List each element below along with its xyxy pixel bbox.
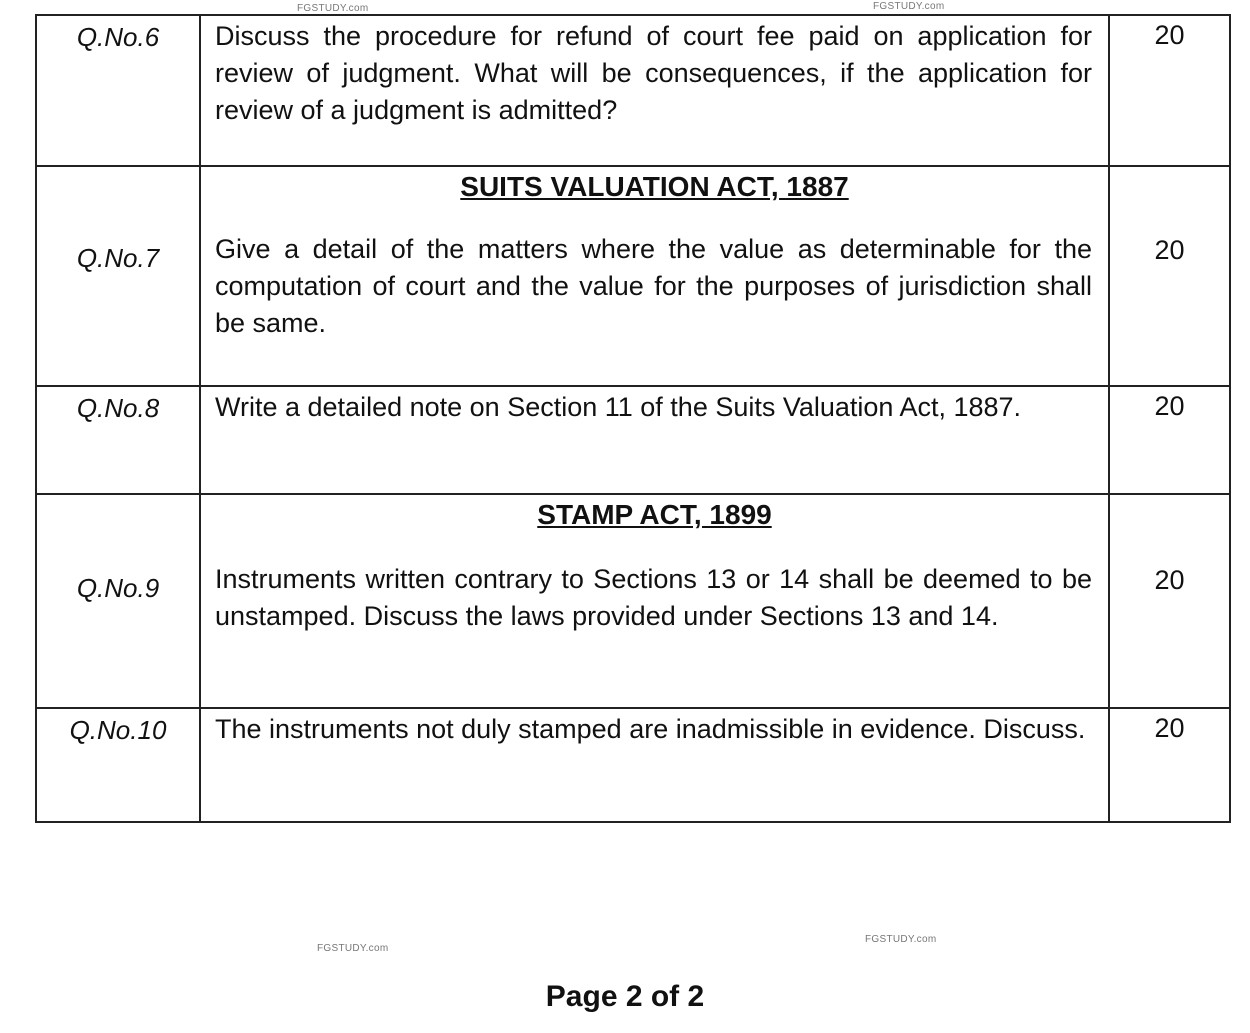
marks: 20	[1109, 166, 1230, 386]
marks: 20	[1109, 494, 1230, 708]
question-number: Q.No.10	[36, 708, 200, 822]
marks: 20	[1109, 15, 1230, 166]
table-row	[36, 708, 1230, 822]
section-heading: SUITS VALUATION ACT, 1887	[460, 171, 849, 202]
question-text: Write a detailed note on Section 11 of the Suits Valuation Act, 1887.	[200, 386, 1109, 494]
section-heading: STAMP ACT, 1899	[537, 499, 772, 530]
question-text: Instruments written contrary to Sections 13 or 14 shall be deemed to be unstamped. Discuss the laws provided under Sections 13 and 14.	[215, 564, 1092, 631]
table-row	[36, 166, 1230, 386]
table-row	[36, 15, 1230, 166]
question-cell	[200, 494, 1109, 708]
questions-table	[35, 14, 1231, 823]
watermark: FGSTUDY.com	[865, 934, 937, 945]
table-row	[36, 386, 1230, 494]
watermark: FGSTUDY.com	[873, 1, 945, 12]
marks: 20	[1109, 386, 1230, 494]
marks: 20	[1109, 708, 1230, 822]
question-text: Give a detail of the matters where the value as determinable for the computation of court and the value for the purposes of jurisdiction shall be same.	[215, 234, 1092, 338]
question-number: Q.No.7	[36, 166, 200, 386]
question-text: The instruments not duly stamped are inadmissible in evidence. Discuss.	[200, 708, 1109, 822]
question-cell	[200, 166, 1109, 386]
page-number: Page 2 of 2	[545, 980, 705, 1013]
watermark: FGSTUDY.com	[317, 943, 389, 954]
table-row	[36, 494, 1230, 708]
watermark: FGSTUDY.com	[297, 3, 369, 14]
question-number: Q.No.9	[36, 494, 200, 708]
question-number: Q.No.6	[36, 15, 200, 166]
question-number: Q.No.8	[36, 386, 200, 494]
question-text: Discuss the procedure for refund of court fee paid on application for review of judgment. What will be consequences, if the application for review of a judgment is admitted?	[200, 15, 1109, 166]
